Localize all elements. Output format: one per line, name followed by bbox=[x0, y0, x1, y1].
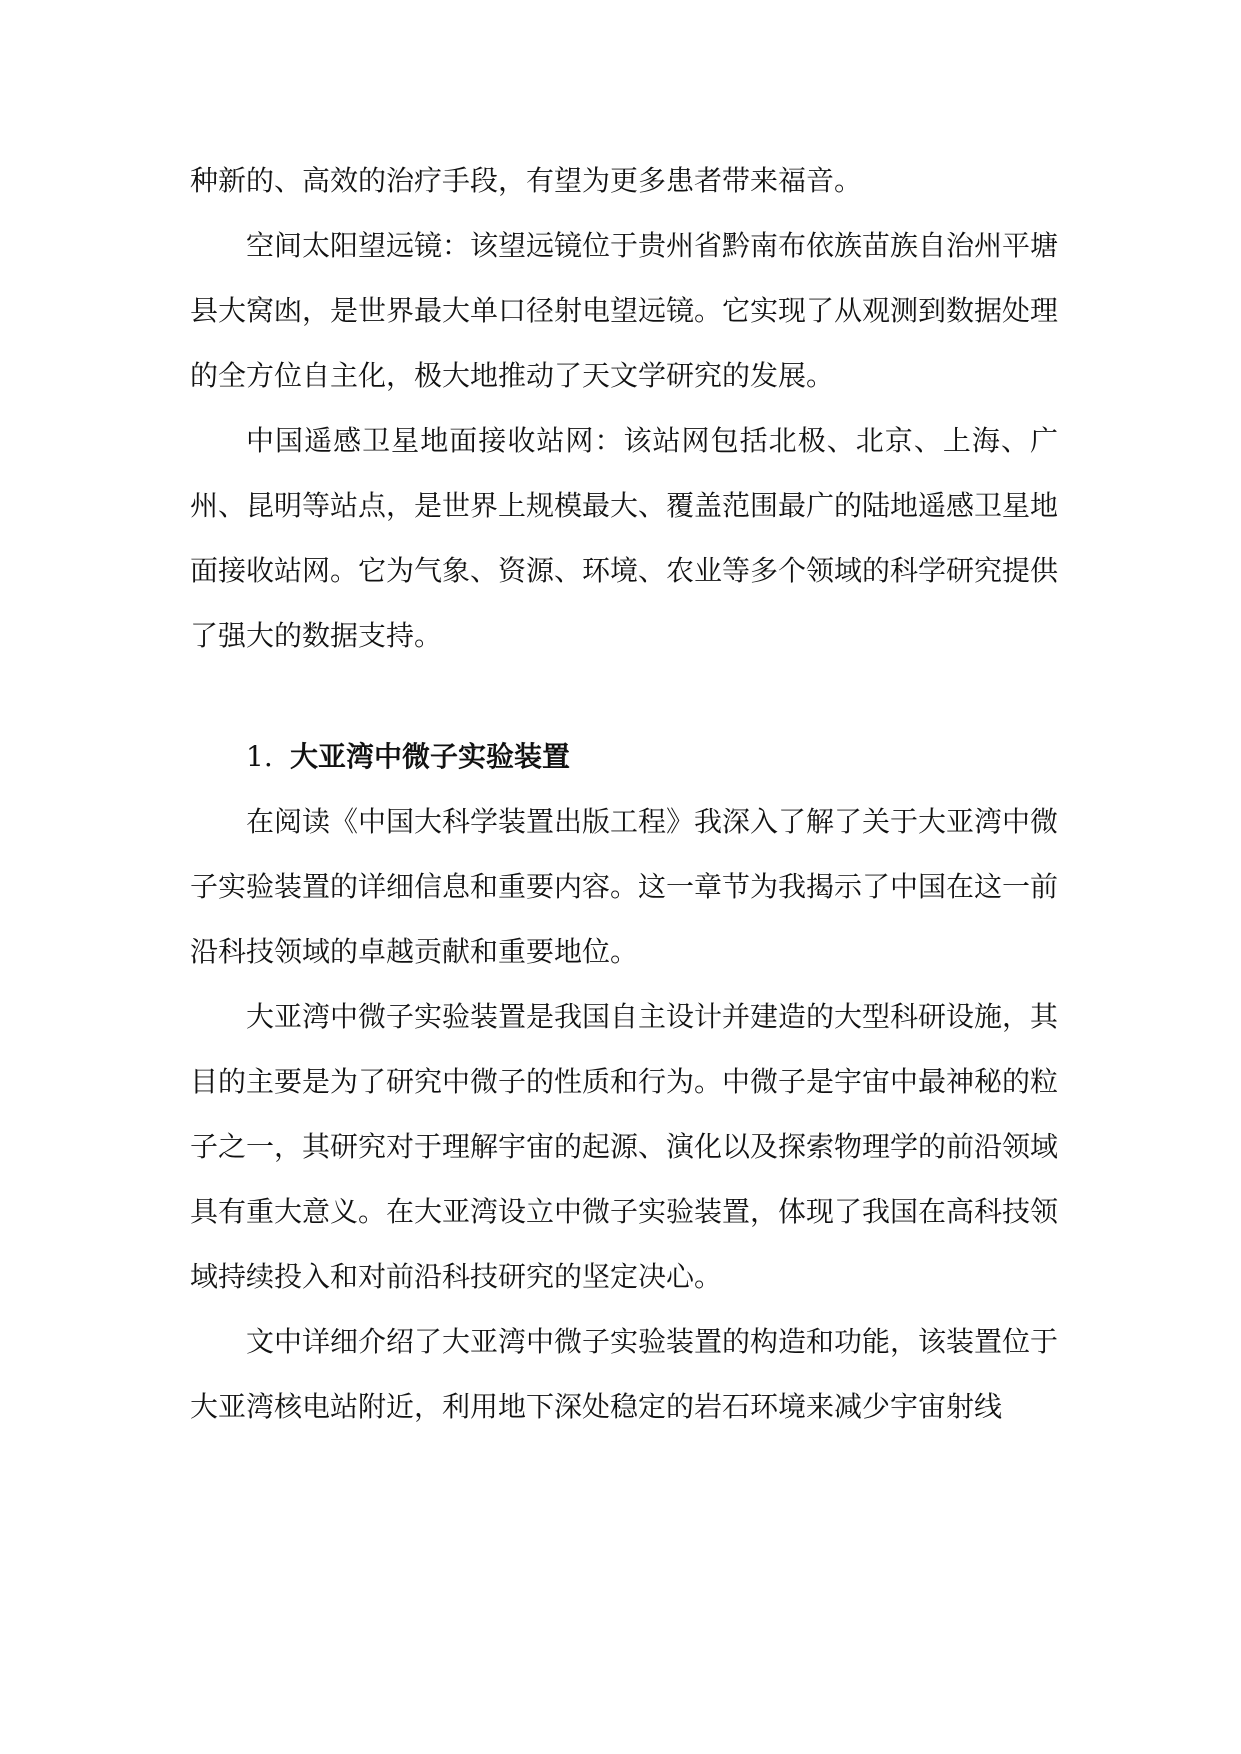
paragraph-remote-sensing-network: 中国遥感卫星地面接收站网：该站网包括北极、北京、上海、广州、昆明等站点，是世界上规模最大、覆盖范围最广的陆地遥感卫星地面接收站网。它为气象、资源、环境、农业等多个领域的科学研究提供了强大的数据支持。 bbox=[190, 424, 1059, 652]
paragraph-reading-intro: 在阅读《中国大科学装置出版工程》我深入了解了关于大亚湾中微子实验装置的详细信息和重要内容。这一章节为我揭示了中国在这一前沿科技领域的卓越贡献和重要地位。 bbox=[190, 805, 1059, 968]
document-body bbox=[190, 148, 1058, 1439]
paragraph-continuation: 种新的、高效的治疗手段，有望为更多患者带来福音。 bbox=[190, 164, 863, 197]
section-title: 大亚湾中微子实验装置 bbox=[290, 740, 571, 773]
section-heading bbox=[190, 724, 1058, 789]
paragraph-neutrino-purpose: 大亚湾中微子实验装置是我国自主设计并建造的大型科研设施，其目的主要是为了研究中微子的性质和行为。中微子是宇宙中最神秘的粒子之一，其研究对于理解宇宙的起源、演化以及探索物理学的前沿领域具有重大意义。在大亚湾设立中微子实验装置，体现了我国在高科技领域持续投入和对前沿科技研究的坚定决心。 bbox=[190, 1000, 1059, 1293]
paragraph-space-solar-telescope: 空间太阳望远镜：该望远镜位于贵州省黔南布依族苗族自治州平塘县大窝凼，是世界最大单口径射电望远镜。它实现了从观测到数据处理的全方位自主化，极大地推动了天文学研究的发展。 bbox=[190, 229, 1059, 392]
section-number: 1. bbox=[246, 740, 273, 773]
paragraph-device-structure: 文中详细介绍了大亚湾中微子实验装置的构造和功能，该装置位于大亚湾核电站附近，利用地下深处稳定的岩石环境来减少宇宙射线 bbox=[190, 1325, 1059, 1423]
